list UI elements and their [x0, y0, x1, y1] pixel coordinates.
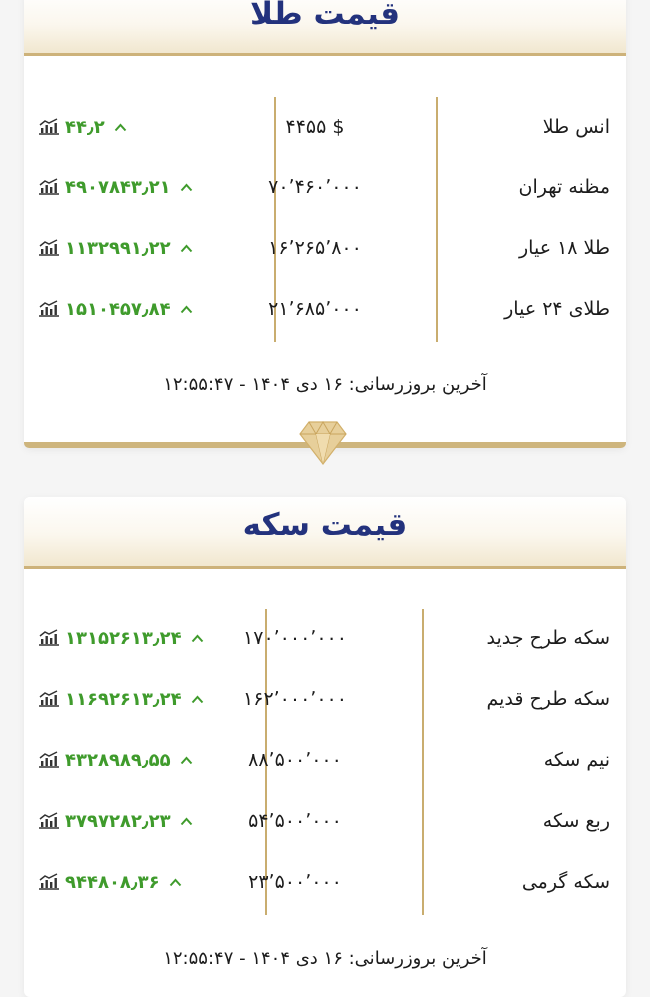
change-value: ۳۷۹۷۲۸۲٫۲۳: [65, 810, 171, 832]
item-name: ربع سکه: [542, 810, 610, 832]
item-price: ۷۰٬۴۶۰٬۰۰۰: [268, 176, 362, 198]
table-row: [24, 862, 626, 902]
bar-chart-icon[interactable]: [38, 751, 60, 769]
item-name: مظنه تهران: [518, 176, 610, 198]
gold-price-card: [24, 0, 626, 448]
coin-price-card: [24, 497, 626, 997]
table-row: [24, 679, 626, 719]
bar-chart-icon[interactable]: [38, 178, 60, 196]
chevron-up-icon: [114, 123, 127, 132]
item-name: سکه طرح قدیم: [486, 688, 610, 710]
chevron-up-icon: [180, 756, 193, 765]
chevron-up-icon: [180, 817, 193, 826]
item-name: سکه طرح جدید: [486, 627, 610, 649]
item-price: ۱۶٬۲۶۵٬۸۰۰: [268, 237, 362, 259]
table-row: [24, 740, 626, 780]
bar-chart-icon[interactable]: [38, 118, 60, 136]
item-price: ۲۳٬۵۰۰٬۰۰۰: [248, 871, 342, 893]
table-row: [24, 167, 626, 207]
change-value: ۱۵۱۰۴۵۷٫۸۴: [65, 298, 171, 320]
item-price: ۸۸٬۵۰۰٬۰۰۰: [248, 749, 342, 771]
change-value: ۱۱۳۲۹۹۱٫۲۲: [65, 237, 171, 259]
bar-chart-icon[interactable]: [38, 629, 60, 647]
item-price: ۵۴٬۵۰۰٬۰۰۰: [248, 810, 342, 832]
bar-chart-icon[interactable]: [38, 812, 60, 830]
table-row: [24, 228, 626, 268]
item-name: سکه گرمی: [521, 871, 610, 893]
change-value: ۹۴۴۸۰۸٫۳۶: [65, 871, 160, 893]
chevron-up-icon: [191, 695, 204, 704]
item-price: ۱۶۲٬۰۰۰٬۰۰۰: [243, 688, 347, 710]
change-value: ۱۱۶۹۲۶۱۳٫۲۴: [65, 688, 182, 710]
gold-card-header: [24, 0, 626, 56]
item-change: [38, 862, 182, 902]
item-name: انس طلا: [542, 116, 610, 138]
item-price: ۴۴۵۵ $: [285, 116, 345, 138]
item-price: ۱۷۰٬۰۰۰٬۰۰۰: [243, 627, 347, 649]
bar-chart-icon[interactable]: [38, 873, 60, 891]
change-value: ۴۹۰۷۸۴۳٫۲۱: [65, 176, 171, 198]
change-value: ۱۳۱۵۲۶۱۳٫۲۴: [65, 627, 182, 649]
table-row: [24, 618, 626, 658]
last-updated: آخرین بروزرسانی: ۱۶ دی ۱۴۰۴ - ۱۲:۵۵:۴۷: [163, 948, 487, 969]
coin-card-title: قیمت سکه: [242, 507, 408, 543]
chevron-up-icon: [191, 634, 204, 643]
item-change: [38, 679, 204, 719]
item-name: طلا ۱۸ عیار: [519, 237, 610, 259]
change-value: ۴۴٫۲: [65, 116, 105, 138]
item-name: نیم سکه: [543, 749, 610, 771]
coin-card-header: [24, 497, 626, 569]
chevron-up-icon: [180, 183, 193, 192]
table-row: [24, 801, 626, 841]
table-row: [24, 289, 626, 329]
bar-chart-icon[interactable]: [38, 239, 60, 257]
item-name: طلای ۲۴ عیار: [504, 298, 610, 320]
bar-chart-icon[interactable]: [38, 690, 60, 708]
diamond-icon: [298, 420, 348, 466]
last-updated: آخرین بروزرسانی: ۱۶ دی ۱۴۰۴ - ۱۲:۵۵:۴۷: [163, 374, 487, 395]
chevron-up-icon: [169, 878, 182, 887]
gold-card-title: قیمت طلا: [249, 0, 401, 32]
item-change: [38, 618, 204, 658]
bar-chart-icon[interactable]: [38, 300, 60, 318]
item-change: [38, 107, 127, 147]
item-change: [38, 289, 193, 329]
item-price: ۲۱٬۶۸۵٬۰۰۰: [268, 298, 362, 320]
table-row: [24, 107, 626, 147]
chevron-up-icon: [180, 305, 193, 314]
item-change: [38, 228, 193, 268]
item-change: [38, 801, 193, 841]
change-value: ۴۳۲۸۹۸۹٫۵۵: [65, 749, 171, 771]
item-change: [38, 167, 193, 207]
item-change: [38, 740, 193, 780]
chevron-up-icon: [180, 244, 193, 253]
